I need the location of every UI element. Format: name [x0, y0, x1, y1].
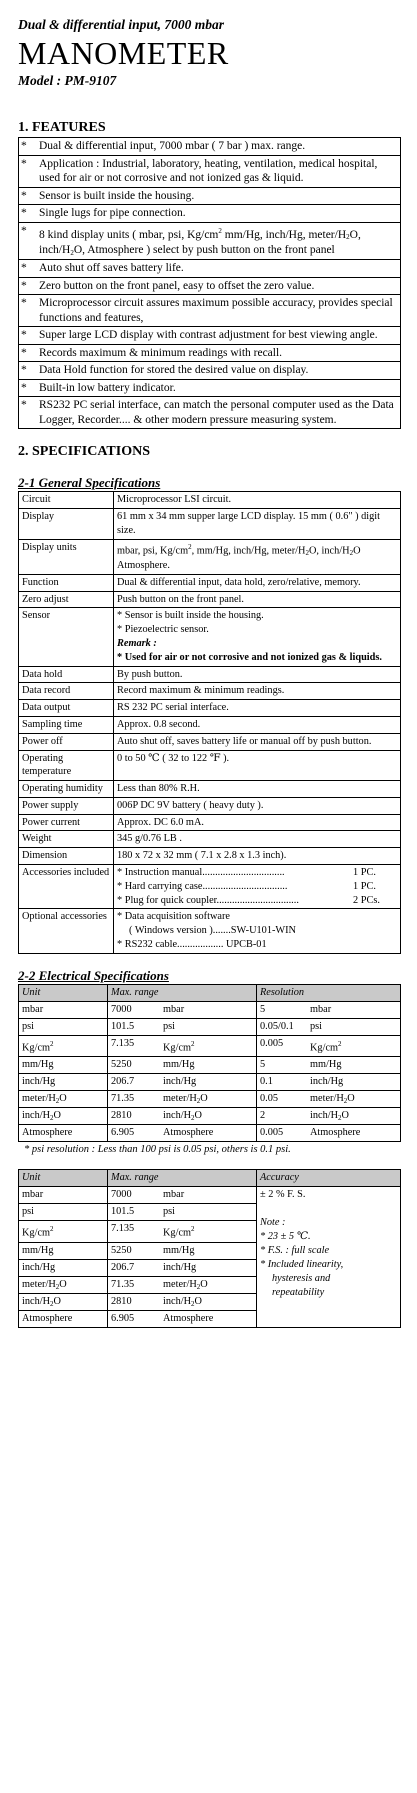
spec-value: Dual & differential input, data hold, zero/relative, memory.	[114, 574, 401, 591]
psi-resolution-note: * psi resolution : Less than 100 psi is 0.05 psi, others is 0.1 psi.	[24, 1144, 291, 1156]
spec-row	[19, 666, 401, 683]
spec-key: Power off	[19, 733, 114, 750]
resolution-value: 0.005	[257, 1125, 308, 1142]
max-unit: inch/Hg	[160, 1074, 257, 1091]
table-header	[19, 1170, 401, 1187]
table-row	[19, 1057, 401, 1074]
spec-row	[19, 539, 401, 574]
max-unit: Atmosphere	[160, 1310, 257, 1327]
max-unit: mbar	[160, 1187, 257, 1204]
max-unit: $Kg/cm^2$	[160, 1221, 257, 1242]
bullet: *	[19, 362, 34, 380]
accuracy-note: * Included linearity,	[260, 1259, 344, 1271]
spec-key: Sensor	[19, 608, 114, 666]
feature-text: Dual & differential input, 7000 mbar ( 7 bar ) max. range.	[33, 138, 401, 156]
feature-item	[19, 222, 401, 260]
accessory-name: * Plug for quick coupler................................	[117, 894, 299, 906]
spec-row	[19, 733, 401, 750]
spec-key: Display units	[19, 539, 114, 574]
spec-row	[19, 683, 401, 700]
spec-row	[19, 700, 401, 717]
spec-value: Less than 80% R.H.	[114, 781, 401, 798]
resolution-unit: mbar	[307, 1001, 401, 1018]
resolution-value: 0.05/0.1	[257, 1018, 308, 1035]
accuracy-note: repeatability	[272, 1287, 325, 1299]
max-value: 2810	[108, 1108, 161, 1125]
optional-line: * RS232 cable.................. UPCB-01	[117, 939, 267, 951]
bullet: *	[19, 344, 34, 362]
max-unit: inch/H2O	[160, 1293, 257, 1310]
bullet: *	[19, 277, 34, 295]
unit: meter/H2O	[19, 1091, 108, 1108]
unit: inch/Hg	[19, 1259, 108, 1276]
tagline: Dual & differential input, 7000 mbar	[18, 17, 225, 32]
table-row	[19, 1091, 401, 1108]
spec-row	[19, 781, 401, 798]
unit: psi	[19, 1204, 108, 1221]
spec-row	[19, 608, 401, 666]
spec-key: Dimension	[19, 848, 114, 865]
table-row	[19, 1035, 401, 1056]
spec-key: Data output	[19, 700, 114, 717]
resolution-value: 0.05	[257, 1091, 308, 1108]
max-unit: $Kg/cm^2$	[160, 1035, 257, 1056]
unit: $Kg/cm^2$	[19, 1221, 108, 1242]
feature-text: Auto shut off saves battery life.	[33, 260, 401, 278]
max-unit: meter/H2O	[160, 1091, 257, 1108]
resolution-value: 0.1	[257, 1074, 308, 1091]
max-value: 71.35	[108, 1276, 161, 1293]
bullet: *	[19, 205, 34, 223]
accessory-name: * Hard carrying case.................................	[117, 880, 288, 892]
feature-item	[19, 327, 401, 345]
table-row	[19, 1018, 401, 1035]
max-unit: inch/Hg	[160, 1259, 257, 1276]
bullet: *	[19, 155, 34, 187]
accuracy-note-label: Note :	[260, 1217, 286, 1229]
features-table	[18, 137, 401, 429]
spec-value: Auto shut off, saves battery life or manual off by push button.	[114, 733, 401, 750]
unit: inch/H2O	[19, 1293, 108, 1310]
feature-text: 8 kind display units ( mbar, psi, $Kg/cm^2$ mm/Hg, inch/Hg, meter/H2O, inch/H2O, Atmosphere ) select by push button on the front panel	[33, 222, 401, 260]
features-heading: 1. FEATURES	[18, 120, 106, 135]
max-value: 7.135	[108, 1221, 161, 1242]
spec-value: 006P DC 9V battery ( heavy duty ).	[114, 797, 401, 814]
spec-value: Approx. DC 6.0 mA.	[114, 814, 401, 831]
bullet: *	[19, 379, 34, 397]
accessory-line	[117, 866, 397, 880]
max-unit: inch/H2O	[160, 1108, 257, 1125]
spec-key: Operating temperature	[19, 750, 114, 781]
resolution-unit: psi	[307, 1018, 401, 1035]
general-specifications-heading: 2-1 General Specifications	[18, 475, 161, 491]
spec-row	[19, 509, 401, 540]
spec-row	[19, 797, 401, 814]
unit: $Kg/cm^2$	[19, 1035, 108, 1056]
spec-key: Power supply	[19, 797, 114, 814]
spec-row	[19, 750, 401, 781]
unit: mm/Hg	[19, 1057, 108, 1074]
resolution-unit: $Kg/cm^2$	[307, 1035, 401, 1056]
resolution-value: 5	[257, 1001, 308, 1018]
spec-value: By push button.	[114, 666, 401, 683]
bullet: *	[19, 397, 34, 429]
spec-key: Weight	[19, 831, 114, 848]
spec-row	[19, 574, 401, 591]
max-value: 7000	[108, 1187, 161, 1204]
remark-text: * Used for air or not corrosive and not ionized gas & liquids.	[117, 651, 382, 663]
max-value: 5250	[108, 1057, 161, 1074]
spec-value	[114, 909, 401, 953]
model-number: Model : PM-9107	[18, 73, 117, 88]
feature-item	[19, 277, 401, 295]
feature-text: Records maximum & minimum readings with recall.	[33, 344, 401, 362]
resolution-value: 5	[257, 1057, 308, 1074]
bullet: *	[19, 187, 34, 205]
max-value: 7.135	[108, 1035, 161, 1056]
electrical-specifications-heading: 2-2 Electrical Specifications	[18, 967, 169, 983]
spec-row	[19, 831, 401, 848]
max-value: 6.905	[108, 1310, 161, 1327]
spec-key: Power current	[19, 814, 114, 831]
resolution-unit: Atmosphere	[307, 1125, 401, 1142]
header-accuracy: Accuracy	[257, 1170, 401, 1187]
bullet: *	[19, 327, 34, 345]
remark-label: Remark :	[117, 637, 157, 649]
spec-key: Zero adjust	[19, 591, 114, 608]
resolution-unit: meter/H2O	[307, 1091, 401, 1108]
accessory-line	[117, 880, 397, 894]
spec-key: Accessories included	[19, 865, 114, 909]
feature-item	[19, 260, 401, 278]
feature-item	[19, 205, 401, 223]
unit: mbar	[19, 1187, 108, 1204]
unit: mbar	[19, 1001, 108, 1018]
header-max-range: Max. range	[108, 1170, 257, 1187]
spec-value: 180 x 72 x 32 mm ( 7.1 x 2.8 x 1.3 inch).	[114, 848, 401, 865]
max-value: 206.7	[108, 1074, 161, 1091]
max-unit: mm/Hg	[160, 1242, 257, 1259]
feature-text: Microprocessor circuit assures maximum possible accuracy, provides special functions and features,	[33, 295, 401, 327]
header-unit: Unit	[19, 1170, 108, 1187]
accuracy-note: * 23 ± 5 ℃.	[260, 1231, 311, 1243]
spec-value: Approx. 0.8 second.	[114, 716, 401, 733]
spec-row	[19, 716, 401, 733]
feature-item	[19, 138, 401, 156]
max-unit: psi	[160, 1018, 257, 1035]
unit: inch/Hg	[19, 1074, 108, 1091]
accuracy-value: ± 2 % F. S.	[260, 1189, 306, 1201]
spec-value: 345 g/0.76 LB .	[114, 831, 401, 848]
resolution-value: 2	[257, 1108, 308, 1125]
unit: inch/H2O	[19, 1108, 108, 1125]
max-value: 206.7	[108, 1259, 161, 1276]
resolution-value: 0.005	[257, 1035, 308, 1056]
max-value: 2810	[108, 1293, 161, 1310]
datasheet	[18, 16, 401, 1328]
spec-row	[19, 865, 401, 909]
feature-text: Super large LCD display with contrast adjustment for best viewing angle.	[33, 327, 401, 345]
table-row	[19, 1001, 401, 1018]
accessory-qty: 1 PC.	[353, 867, 376, 879]
accuracy-note: * F.S. : full scale	[260, 1245, 330, 1257]
feature-item	[19, 155, 401, 187]
feature-text: Data Hold function for stored the desired value on display.	[33, 362, 401, 380]
max-value: 101.5	[108, 1018, 161, 1035]
accessory-name: * Instruction manual................................	[117, 867, 285, 879]
resolution-table	[18, 984, 401, 1142]
unit: meter/H2O	[19, 1276, 108, 1293]
unit: psi	[19, 1018, 108, 1035]
spec-value: mbar, psi, $Kg/cm^2$, mm/Hg, inch/Hg, meter/H2O, inch/H2O Atmosphere.	[114, 539, 401, 574]
header-unit: Unit	[19, 984, 108, 1001]
spec-value	[114, 608, 401, 666]
max-unit: psi	[160, 1204, 257, 1221]
sensor-line: * Sensor is built inside the housing.	[117, 610, 264, 622]
max-value: 101.5	[108, 1204, 161, 1221]
spec-key: Data record	[19, 683, 114, 700]
sensor-line: * Piezoelectric sensor.	[117, 624, 209, 636]
feature-item	[19, 379, 401, 397]
bullet: *	[19, 138, 34, 156]
spec-value: 61 mm x 34 mm supper large LCD display. 15 mm ( 0.6" ) digit size.	[114, 509, 401, 540]
bullet: *	[19, 222, 34, 260]
unit: Atmosphere	[19, 1125, 108, 1142]
table-row	[19, 1074, 401, 1091]
spec-row	[19, 492, 401, 509]
spec-row	[19, 814, 401, 831]
max-unit: mm/Hg	[160, 1057, 257, 1074]
table-row	[19, 1125, 401, 1142]
spec-key: Circuit	[19, 492, 114, 509]
max-unit: Atmosphere	[160, 1125, 257, 1142]
feature-item	[19, 362, 401, 380]
spacer	[260, 1202, 397, 1216]
resolution-unit: inch/Hg	[307, 1074, 401, 1091]
spec-value: RS 232 PC serial interface.	[114, 700, 401, 717]
max-value: 5250	[108, 1242, 161, 1259]
feature-text: Built-in low battery indicator.	[33, 379, 401, 397]
spec-key: Optional accessories	[19, 909, 114, 953]
bullet: *	[19, 295, 34, 327]
feature-text: Zero button on the front panel, easy to offset the zero value.	[33, 277, 401, 295]
spec-value: 0 to 50 ℃ ( 32 to 122 ℉ ).	[114, 750, 401, 781]
accessory-qty: 1 PC.	[353, 880, 376, 892]
resolution-unit: inch/H2O	[307, 1108, 401, 1125]
header-resolution: Resolution	[257, 984, 401, 1001]
max-value: 6.905	[108, 1125, 161, 1142]
table-header	[19, 984, 401, 1001]
spec-key: Function	[19, 574, 114, 591]
spec-row	[19, 909, 401, 953]
feature-text: Single lugs for pipe connection.	[33, 205, 401, 223]
accessory-line	[117, 894, 397, 908]
spec-key: Data hold	[19, 666, 114, 683]
page-title: MANOMETER	[18, 35, 229, 71]
max-value: 7000	[108, 1001, 161, 1018]
spec-row	[19, 591, 401, 608]
accuracy-note: hysteresis and	[272, 1273, 331, 1285]
feature-item	[19, 295, 401, 327]
feature-item	[19, 397, 401, 429]
spec-key: Sampling time	[19, 716, 114, 733]
table-row	[19, 1108, 401, 1125]
feature-item	[19, 187, 401, 205]
unit: Atmosphere	[19, 1310, 108, 1327]
spec-value: Record maximum & minimum readings.	[114, 683, 401, 700]
spec-value	[114, 865, 401, 909]
feature-text: RS232 PC serial interface, can match the personal computer used as the Data Logger, Recorder.... & other modern pressure measuring system.	[33, 397, 401, 429]
general-specifications-table	[18, 491, 401, 954]
max-unit: mbar	[160, 1001, 257, 1018]
optional-line: * Data acquisition software	[117, 911, 230, 923]
max-unit: meter/H2O	[160, 1276, 257, 1293]
spec-key: Operating humidity	[19, 781, 114, 798]
spec-value: Push button on the front panel.	[114, 591, 401, 608]
table-row	[19, 1187, 401, 1204]
accessory-qty: 2 PCs.	[353, 894, 380, 906]
resolution-unit: mm/Hg	[307, 1057, 401, 1074]
feature-item	[19, 344, 401, 362]
accuracy-cell	[257, 1187, 401, 1327]
header-max-range: Max. range	[108, 984, 257, 1001]
accuracy-table	[18, 1169, 401, 1327]
unit: mm/Hg	[19, 1242, 108, 1259]
spec-row	[19, 848, 401, 865]
optional-line: ( Windows version ).......SW-U101-WIN	[129, 925, 296, 937]
spec-key: Display	[19, 509, 114, 540]
bullet: *	[19, 260, 34, 278]
specifications-heading: 2. SPECIFICATIONS	[18, 444, 150, 460]
feature-text: Application : Industrial, laboratory, heating, ventilation, medical hospital, used for air or not corrosive and not ionized gas & liquid.	[33, 155, 401, 187]
max-value: 71.35	[108, 1091, 161, 1108]
feature-text: Sensor is built inside the housing.	[33, 187, 401, 205]
spec-value: Microprocessor LSI circuit.	[114, 492, 401, 509]
